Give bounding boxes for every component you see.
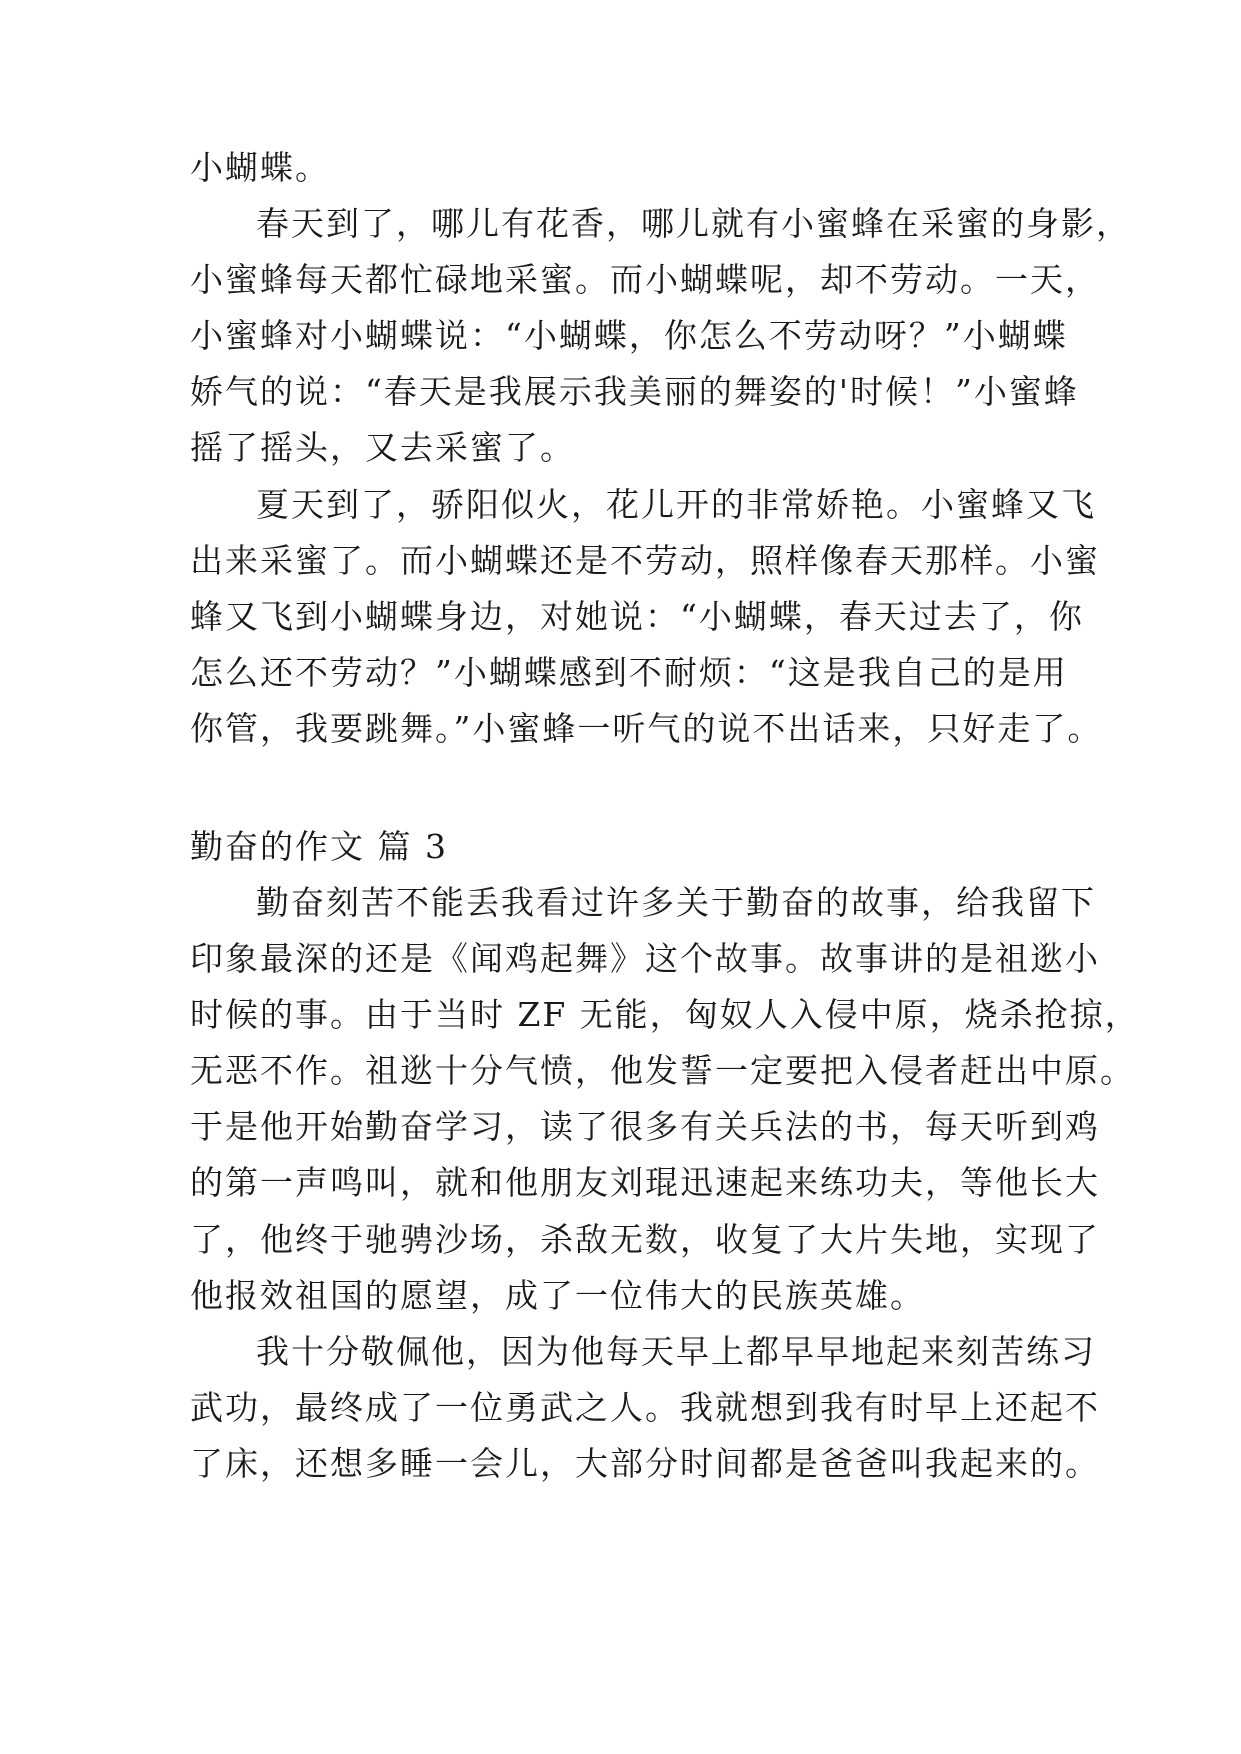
text-line: 出来采蜜了。而小蝴蝶还是不劳动，照样像春天那样。小蜜 bbox=[190, 541, 1100, 580]
paragraph-start-line: 春天到了，哪儿有花香，哪儿就有小蜜蜂在采蜜的身影， bbox=[256, 204, 1131, 243]
text-line: 了床，还想多睡一会儿，大部分时间都是爸爸叫我起来的。 bbox=[190, 1444, 1100, 1483]
text-line: 小蜜蜂对小蝴蝶说：“小蝴蝶，你怎么不劳动呀？”小蝴蝶 bbox=[190, 316, 1068, 355]
section-heading: 勤奋的作文 篇 3 bbox=[190, 827, 448, 866]
text-line: 了，他终于驰骋沙场，杀敌无数，收复了大片失地，实现了 bbox=[190, 1220, 1100, 1259]
text-line: 无恶不作。祖逖十分气愤，他发誓一定要把入侵者赶出中原。 bbox=[190, 1051, 1135, 1090]
text-line: 你管，我要跳舞。”小蜜蜂一听气的说不出话来，只好走了。 bbox=[190, 709, 1103, 748]
text-line: 怎么还不劳动？”小蝴蝶感到不耐烦：“这是我自己的是用 bbox=[190, 653, 1068, 692]
text-line: 于是他开始勤奋学习，读了很多有关兵法的书，每天听到鸡 bbox=[190, 1107, 1100, 1146]
text-line: 时候的事。由于当时 ZF 无能，匈奴人入侵中原，烧杀抢掠， bbox=[190, 995, 1140, 1034]
text-line: 的第一声鸣叫，就和他朋友刘琨迅速起来练功夫，等他长大 bbox=[190, 1163, 1100, 1202]
text-line: 印象最深的还是《闻鸡起舞》这个故事。故事讲的是祖逖小 bbox=[190, 939, 1100, 978]
text-line: 武功，最终成了一位勇武之人。我就想到我有时早上还起不 bbox=[190, 1388, 1100, 1427]
text-line: 娇气的说：“春天是我展示我美丽的舞姿的'时候！”小蜜蜂 bbox=[190, 372, 1079, 411]
text-line: 蜂又飞到小蝴蝶身边，对她说：“小蝴蝶，春天过去了，你 bbox=[190, 597, 1084, 636]
paragraph-start-line: 夏天到了，骄阳似火，花儿开的非常娇艳。小蜜蜂又飞 bbox=[256, 485, 1096, 524]
paragraph-start-line: 勤奋刻苦不能丢我看过许多关于勤奋的故事，给我留下 bbox=[256, 883, 1096, 922]
text-line: 他报效祖国的愿望，成了一位伟大的民族英雄。 bbox=[190, 1276, 925, 1315]
paragraph-start-line: 我十分敬佩他，因为他每天早上都早早地起来刻苦练习 bbox=[256, 1332, 1096, 1371]
text-line: 摇了摇头，又去采蜜了。 bbox=[190, 428, 575, 467]
text-line: 小蝴蝶。 bbox=[190, 148, 330, 187]
text-line: 小蜜蜂每天都忙碌地采蜜。而小蝴蝶呢，却不劳动。一天， bbox=[190, 260, 1100, 299]
